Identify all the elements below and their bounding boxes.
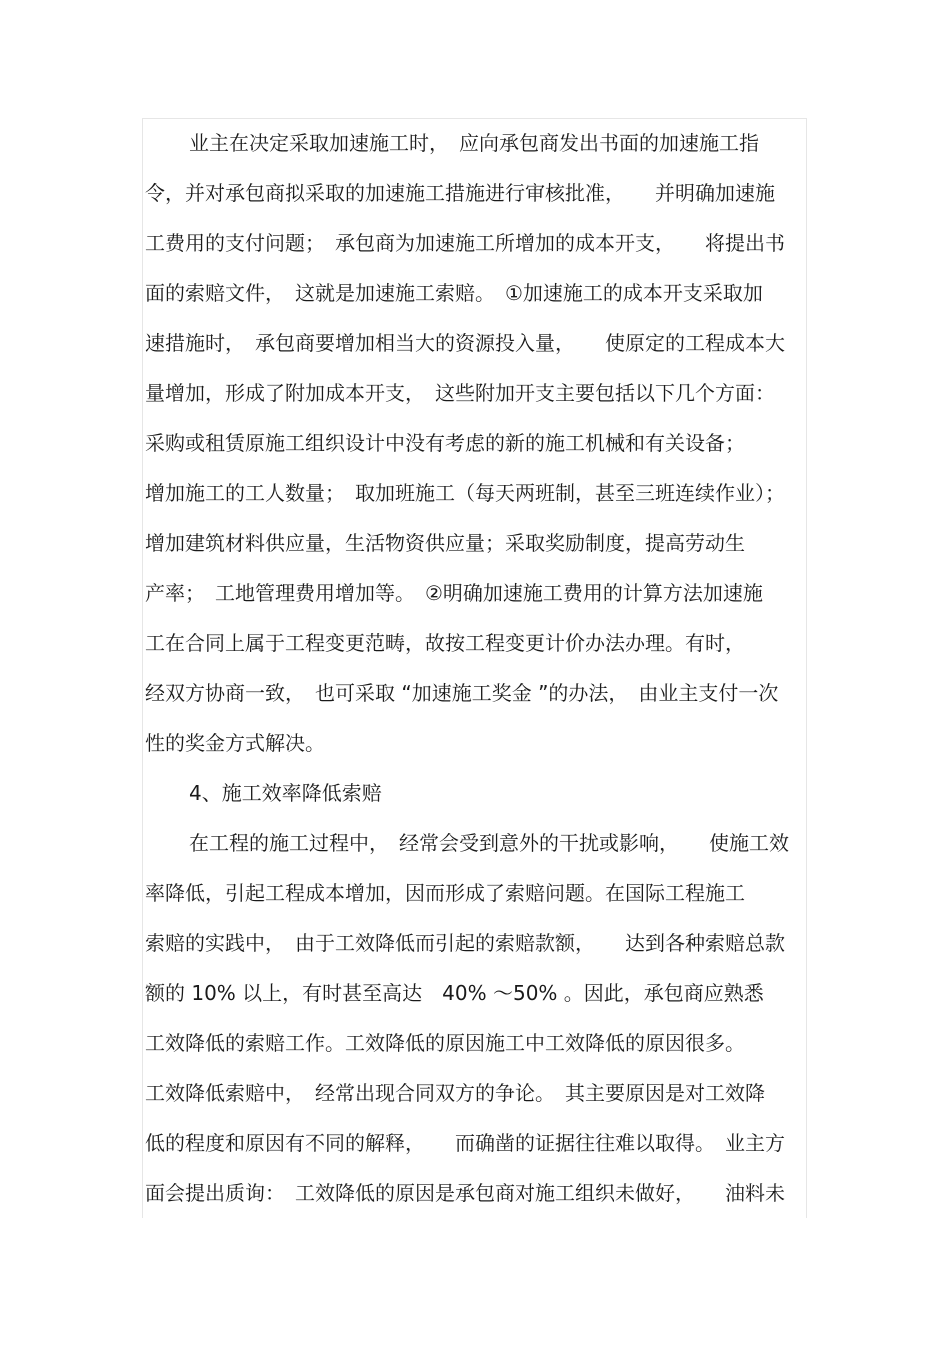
section-heading: 4、施工效率降低索赔 <box>189 781 382 805</box>
paragraph-line: 面会提出质询： 工效降低的原因是承包商对施工组织未做好， 油料未 <box>145 1181 785 1205</box>
paragraph-line: 工费用的支付问题； 承包商为加速施工所增加的成本开支， 将提出书 <box>145 231 785 255</box>
paragraph-line: 采购或租赁原施工组织设计中没有考虑的新的施工机械和有关设备； <box>145 431 745 455</box>
paragraph-line: 面的索赔文件， 这就是加速施工索赔。 ①加速施工的成本开支采取加 <box>145 281 763 305</box>
paragraph-line: 率降低，引起工程成本增加，因而形成了索赔问题。在国际工程施工 <box>145 881 745 905</box>
paragraph-line: 在工程的施工过程中， 经常会受到意外的干扰或影响， 使施工效 <box>189 831 789 855</box>
paragraph-line: 经双方协商一致， 也可采取 “加速施工奖金 ”的办法， 由业主支付一次 <box>145 681 779 705</box>
paragraph-line: 工效降低的索赔工作。工效降低的原因施工中工效降低的原因很多。 <box>145 1031 745 1055</box>
document-body <box>145 118 807 1218</box>
paragraph-line: 索赔的实践中， 由于工效降低而引起的索赔款额， 达到各种索赔总款 <box>145 931 785 955</box>
paragraph-line: 速措施时， 承包商要增加相当大的资源投入量， 使原定的工程成本大 <box>145 331 785 355</box>
paragraph-line: 令，并对承包商拟采取的加速施工措施进行审核批准， 并明确加速施 <box>145 181 775 205</box>
paragraph-line: 性的奖金方式解决。 <box>145 731 325 755</box>
paragraph-line: 额的 10% 以上，有时甚至高达 40% ～50% 。因此，承包商应熟悉 <box>145 981 764 1005</box>
paragraph-line: 增加建筑材料供应量，生活物资供应量；采取奖励制度，提高劳动生 <box>145 531 745 555</box>
paragraph-line: 产率； 工地管理费用增加等。 ②明确加速施工费用的计算方法加速施 <box>145 581 763 605</box>
paragraph-line: 业主在决定采取加速施工时， 应向承包商发出书面的加速施工指 <box>189 131 759 155</box>
paragraph-line: 工效降低索赔中， 经常出现合同双方的争论。 其主要原因是对工效降 <box>145 1081 765 1105</box>
paragraph-line: 工在合同上属于工程变更范畴，故按工程变更计价办法办理。有时， <box>145 631 745 655</box>
paragraph-line: 增加施工的工人数量； 取加班施工（每天两班制，甚至三班连续作业）； <box>145 481 785 505</box>
paragraph-line: 量增加，形成了附加成本开支， 这些附加开支主要包括以下几个方面： <box>145 381 775 405</box>
paragraph-line: 低的程度和原因有不同的解释， 而确凿的证据往往难以取得。 业主方 <box>145 1131 785 1155</box>
